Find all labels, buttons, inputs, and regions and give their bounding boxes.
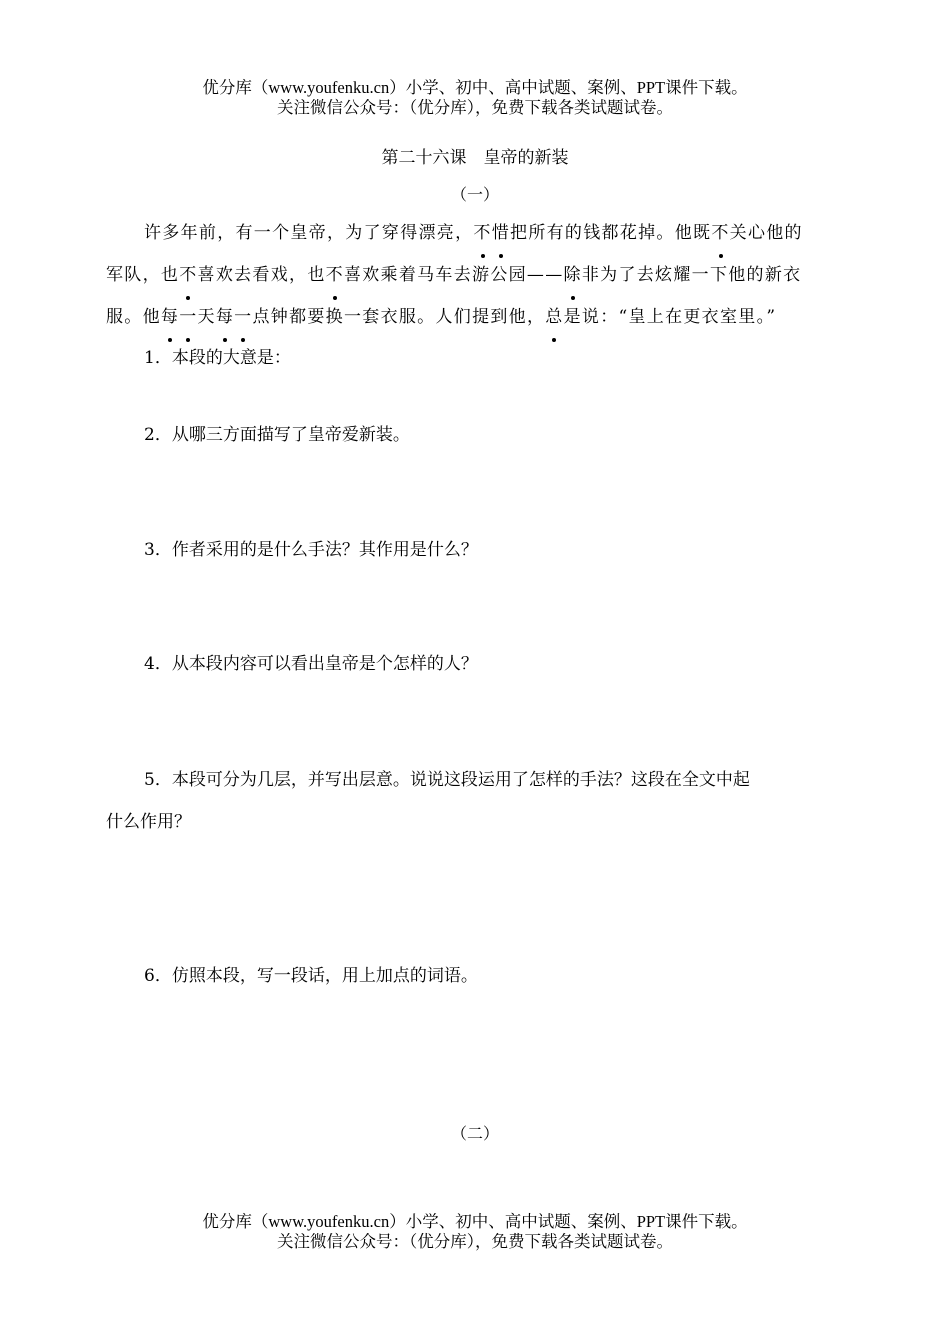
dotted-char: 一	[234, 296, 252, 338]
footer-line-2: 关注微信公众号：（优分库），免费下载各类试题试卷。	[277, 1232, 673, 1251]
dotted-char: 每	[161, 296, 179, 338]
question-1: 1．本段的大意是：	[144, 348, 291, 368]
reading-passage	[106, 212, 840, 338]
dotted-char: 除	[564, 254, 582, 296]
dotted-char: 一	[179, 296, 197, 338]
footer-line-1: 优分库（www.youfenku.cn）小学、初中、高中试题、案例、PPT课件下载。	[202, 1212, 748, 1231]
dotted-char: 不	[473, 212, 491, 254]
lesson-title: 第二十六课 皇帝的新装	[381, 148, 569, 168]
question-4: 4．从本段内容可以看出皇帝是个怎样的人？	[144, 654, 478, 674]
header-line-2: 关注微信公众号：（优分库），免费下载各类试题试卷。	[277, 98, 673, 117]
dotted-char: 不	[711, 212, 729, 254]
part-one-label: （一）	[450, 185, 499, 204]
passage-line-3: 服。他每一天每一点钟都要换一套衣服。人们提到他，总是说：“皇上在更衣室里。”	[106, 296, 840, 338]
dotted-char: 不	[179, 254, 197, 296]
header-line-1: 优分库（www.youfenku.cn）小学、初中、高中试题、案例、PPT课件下载。	[202, 78, 748, 97]
question-2: 2．从哪三方面描写了皇帝爱新装。	[144, 425, 410, 445]
question-6: 6．仿照本段，写一段话，用上加点的词语。	[144, 966, 478, 986]
page-header	[0, 78, 950, 118]
dotted-char: 总	[545, 296, 563, 338]
dotted-char: 每	[216, 296, 234, 338]
question-3: 3．作者采用的是什么手法？其作用是什么？	[144, 540, 478, 560]
page-footer	[0, 1212, 950, 1252]
question-5: 5．本段可分为几层，并写出层意。说说这段运用了怎样的手法？这段在全文中起 什么作用？	[106, 770, 750, 832]
passage-line-2: 军队，也不喜欢去看戏，也不喜欢乘着马车去游公园——除非为了去炫耀一下他的新衣	[106, 254, 840, 296]
passage-line-1: 许多年前，有一个皇帝，为了穿得漂亮，不惜把所有的钱都花掉。他既不关心他的	[106, 212, 840, 254]
dotted-char: 不	[326, 254, 344, 296]
dotted-char: 惜	[492, 212, 510, 254]
part-two-label: （二）	[450, 1124, 499, 1143]
